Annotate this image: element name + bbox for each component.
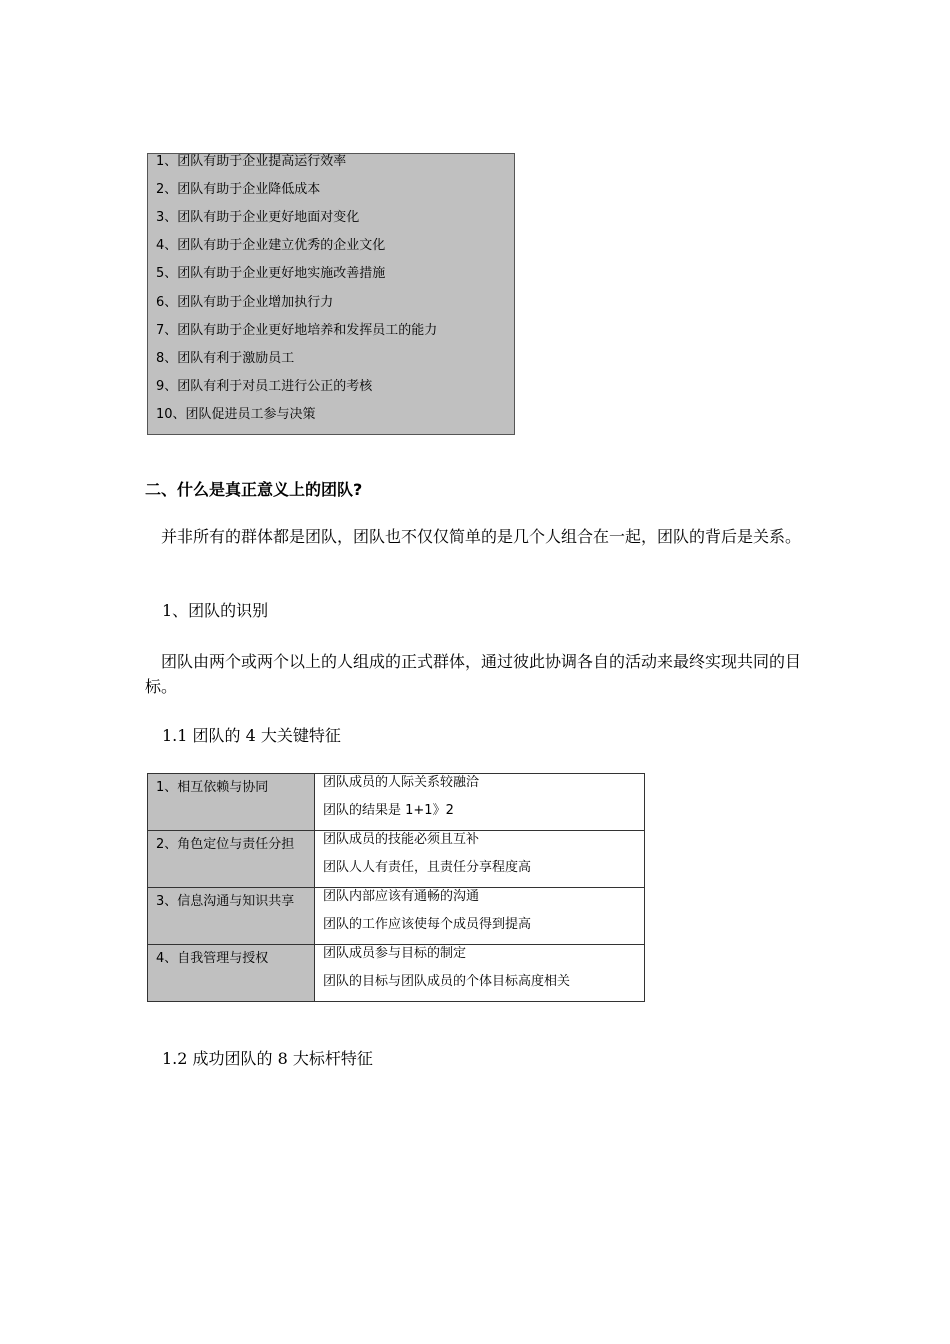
- benefit-item: 10、团队促进员工参与决策: [156, 407, 316, 422]
- section-heading: 二、什么是真正意义上的团队?: [145, 480, 363, 499]
- benefit-item: 3、团队有助于企业更好地面对变化: [156, 210, 360, 225]
- feature-key: 1、相互依赖与协同: [148, 774, 315, 831]
- subheading-identification: 1、团队的识别: [162, 601, 269, 620]
- benefit-item: 7、团队有助于企业更好地培养和发挥员工的能力: [156, 323, 438, 338]
- benefit-item: 6、团队有助于企业增加执行力: [156, 295, 334, 310]
- feature-value: 团队的结果是 1+1》2: [323, 803, 454, 818]
- definition-paragraph: 团队由两个或两个以上的人组成的正式群体，通过彼此协调各自的活动来最终实现共同的目标。: [145, 652, 802, 696]
- feature-values: [315, 774, 645, 831]
- table-row: [148, 888, 645, 945]
- subheading-key-features: 1.1 团队的 4 大关键特征: [162, 726, 341, 745]
- feature-values: [315, 945, 645, 1002]
- feature-key: 3、信息沟通与知识共享: [148, 888, 315, 945]
- feature-values: [315, 888, 645, 945]
- table-row: [148, 774, 645, 831]
- feature-key: 4、自我管理与授权: [148, 945, 315, 1002]
- table-row: [148, 945, 645, 1002]
- feature-values: [315, 831, 645, 888]
- feature-value: 团队内部应该有通畅的沟通: [323, 889, 480, 904]
- table-row: [148, 831, 645, 888]
- benefit-item: 8、团队有利于激励员工: [156, 351, 295, 366]
- feature-value: 团队成员的人际关系较融洽: [323, 775, 480, 790]
- benefits-box: [147, 153, 515, 435]
- benefit-item: 5、团队有助于企业更好地实施改善措施: [156, 266, 386, 281]
- benefit-item: 9、团队有利于对员工进行公正的考核: [156, 379, 373, 394]
- intro-paragraph: 并非所有的群体都是团队，团队也不仅仅简单的是几个人组合在一起，团队的背后是关系。: [161, 527, 802, 546]
- subheading-success-features: 1.2 成功团队的 8 大标杆特征: [162, 1049, 373, 1068]
- feature-value: 团队的目标与团队成员的个体目标高度相关: [323, 974, 571, 989]
- features-table: [147, 773, 645, 1002]
- feature-key: 2、角色定位与责任分担: [148, 831, 315, 888]
- feature-value: 团队人人有责任，且责任分享程度高: [323, 860, 532, 875]
- benefit-item: 4、团队有助于企业建立优秀的企业文化: [156, 238, 386, 253]
- benefit-item: 2、团队有助于企业降低成本: [156, 182, 321, 197]
- benefit-item: 1、团队有助于企业提高运行效率: [156, 154, 347, 169]
- feature-value: 团队成员参与目标的制定: [323, 946, 467, 961]
- feature-value: 团队的工作应该使每个成员得到提高: [323, 917, 532, 932]
- feature-value: 团队成员的技能必须且互补: [323, 832, 480, 847]
